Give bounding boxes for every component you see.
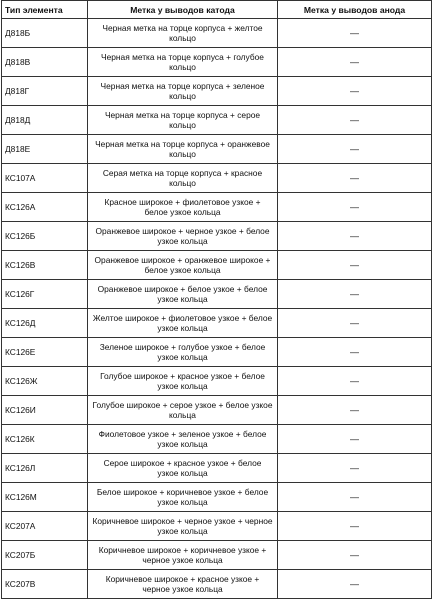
element-type-cell: КС207А <box>2 512 88 541</box>
cathode-mark-cell: Оранжевое широкое + черное узкое + белое узкое кольца <box>88 222 278 251</box>
table-header <box>2 1 432 19</box>
anode-mark-cell: — <box>278 396 432 425</box>
element-type-cell: Д818Е <box>2 135 88 164</box>
anode-mark-cell: — <box>278 454 432 483</box>
anode-mark-cell: — <box>278 77 432 106</box>
element-type-cell: КС126В <box>2 251 88 280</box>
header-anode-mark: Метка у выводов анода <box>278 1 432 19</box>
cathode-mark-cell: Черная метка на торце корпуса + серое кольцо <box>88 106 278 135</box>
element-type-cell: Д818Г <box>2 77 88 106</box>
cathode-mark-cell: Черная метка на торце корпуса + голубое кольцо <box>88 48 278 77</box>
element-type-cell: КС207Б <box>2 541 88 570</box>
element-type-cell: Д818Б <box>2 19 88 48</box>
table-row <box>2 396 432 425</box>
header-element-type: Тип элемента <box>2 1 88 19</box>
element-type-cell: КС126Г <box>2 280 88 309</box>
anode-mark-cell: — <box>278 570 432 599</box>
anode-mark-cell: — <box>278 106 432 135</box>
table-row <box>2 222 432 251</box>
header-row <box>2 1 432 19</box>
element-type-cell: КС126Ж <box>2 367 88 396</box>
cathode-mark-cell: Коричневое широкое + черное узкое + черное узкое кольца <box>88 512 278 541</box>
cathode-mark-cell: Оранжевое широкое + оранжевое широкое + белое узкое кольца <box>88 251 278 280</box>
element-type-cell: КС126А <box>2 193 88 222</box>
cathode-mark-cell: Коричневое широкое + красное узкое + черное узкое кольца <box>88 570 278 599</box>
element-type-cell: КС126И <box>2 396 88 425</box>
cathode-mark-cell: Черная метка на торце корпуса + желтое кольцо <box>88 19 278 48</box>
element-type-cell: КС107А <box>2 164 88 193</box>
anode-mark-cell: — <box>278 280 432 309</box>
table-row <box>2 77 432 106</box>
table-row <box>2 483 432 512</box>
anode-mark-cell: — <box>278 48 432 77</box>
table-row <box>2 48 432 77</box>
anode-mark-cell: — <box>278 309 432 338</box>
element-type-cell: КС126Л <box>2 454 88 483</box>
cathode-mark-cell: Голубое широкое + серое узкое + белое узкое кольца <box>88 396 278 425</box>
cathode-mark-cell: Серое широкое + красное узкое + белое узкое кольца <box>88 454 278 483</box>
anode-mark-cell: — <box>278 367 432 396</box>
cathode-mark-cell: Зеленое широкое + голубое узкое + белое узкое кольца <box>88 338 278 367</box>
cathode-mark-cell: Голубое широкое + красное узкое + белое узкое кольца <box>88 367 278 396</box>
anode-mark-cell: — <box>278 251 432 280</box>
table-row <box>2 251 432 280</box>
cathode-mark-cell: Фиолетовое узкое + зеленое узкое + белое узкое кольца <box>88 425 278 454</box>
table-row <box>2 454 432 483</box>
element-type-cell: Д818Д <box>2 106 88 135</box>
anode-mark-cell: — <box>278 19 432 48</box>
table-row <box>2 106 432 135</box>
table-row <box>2 280 432 309</box>
table-row <box>2 135 432 164</box>
cathode-mark-cell: Черная метка на торце корпуса + оранжевое кольцо <box>88 135 278 164</box>
anode-mark-cell: — <box>278 541 432 570</box>
cathode-mark-cell: Черная метка на торце корпуса + зеленое кольцо <box>88 77 278 106</box>
diode-marking-table <box>1 0 432 599</box>
table-row <box>2 367 432 396</box>
anode-mark-cell: — <box>278 338 432 367</box>
cathode-mark-cell: Красное широкое + фиолетовое узкое + белое узкое кольца <box>88 193 278 222</box>
anode-mark-cell: — <box>278 483 432 512</box>
table-row <box>2 193 432 222</box>
table-row <box>2 338 432 367</box>
table-row <box>2 570 432 599</box>
element-type-cell: КС126М <box>2 483 88 512</box>
anode-mark-cell: — <box>278 222 432 251</box>
anode-mark-cell: — <box>278 135 432 164</box>
anode-mark-cell: — <box>278 193 432 222</box>
element-type-cell: КС126Д <box>2 309 88 338</box>
anode-mark-cell: — <box>278 512 432 541</box>
table-row <box>2 541 432 570</box>
cathode-mark-cell: Белое широкое + коричневое узкое + белое узкое кольца <box>88 483 278 512</box>
cathode-mark-cell: Желтое широкое + фиолетовое узкое + белое узкое кольца <box>88 309 278 338</box>
element-type-cell: КС126Е <box>2 338 88 367</box>
table-row <box>2 309 432 338</box>
element-type-cell: КС126Б <box>2 222 88 251</box>
cathode-mark-cell: Оранжевое широкое + белое узкое + белое узкое кольца <box>88 280 278 309</box>
table-row <box>2 19 432 48</box>
cathode-mark-cell: Коричневое широкое + коричневое узкое + черное узкое кольца <box>88 541 278 570</box>
element-type-cell: КС126К <box>2 425 88 454</box>
table-row <box>2 512 432 541</box>
element-type-cell: Д818В <box>2 48 88 77</box>
header-cathode-mark: Метка у выводов катода <box>88 1 278 19</box>
table-body <box>2 19 432 599</box>
anode-mark-cell: — <box>278 164 432 193</box>
cathode-mark-cell: Серая метка на торце корпуса + красное кольцо <box>88 164 278 193</box>
table-row <box>2 164 432 193</box>
element-type-cell: КС207В <box>2 570 88 599</box>
anode-mark-cell: — <box>278 425 432 454</box>
table-row <box>2 425 432 454</box>
